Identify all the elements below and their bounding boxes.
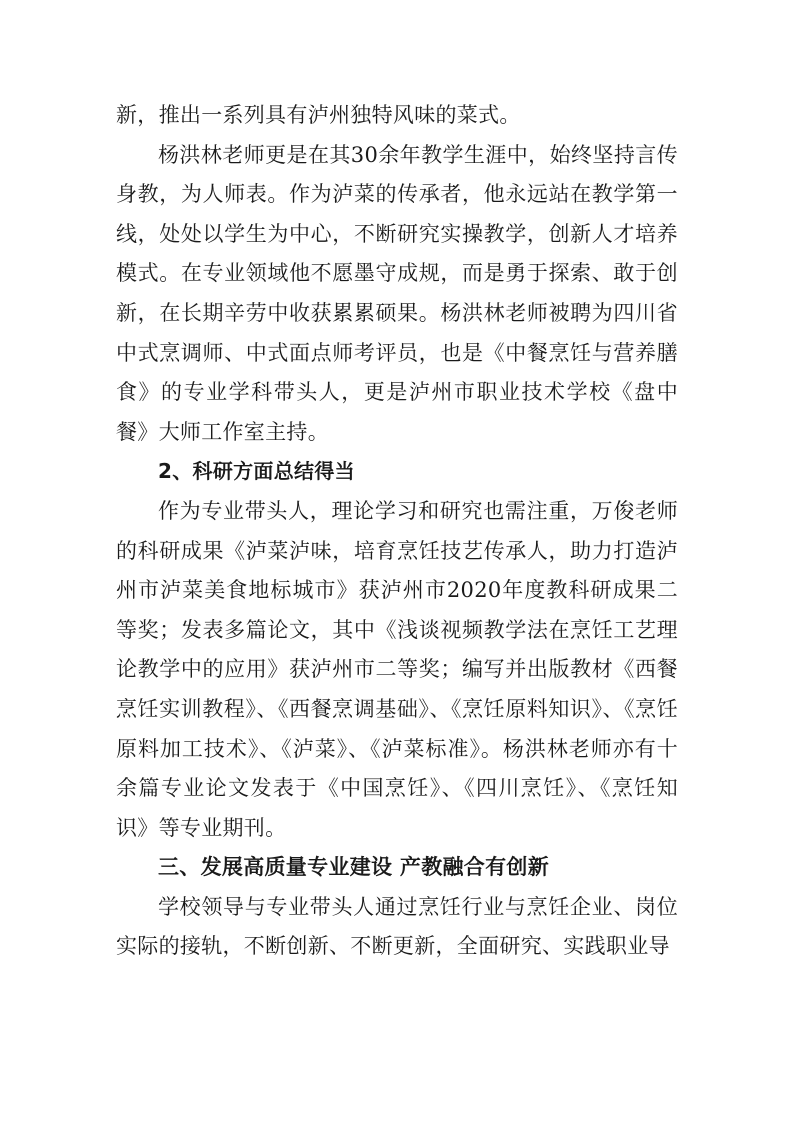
paragraph-school-leaders: 学校领导与专业带头人通过烹饪行业与烹饪企业、岗位实际的接轨，不断创新、不断更新，全面研究、实践职业导	[116, 894, 678, 959]
paragraph-continuation: 新，推出一系列具有泸州独特风味的菜式。	[116, 103, 521, 127]
paragraph-yang-honglin: 杨洪林老师更是在其30余年教学生涯中，始终坚持言传身教，为人师表。作为泸菜的传承者，他永远站在教学第一线，处处以学生为中心，不断研究实操教学，创新人才培养模式。在专业领域他不愿墨守成规，而是勇于探索、敢于创新，在长期辛劳中收获累累硕果。杨洪林老师被聘为四川省中式烹调师、中式面点师考评员，也是《中餐烹饪与营养膳食》的专业学科带头人，更是泸州市职业技术学校《盘中餐》大师工作室主持。	[116, 142, 678, 444]
paragraph-research: 作为专业带头人，理论学习和研究也需注重，万俊老师的科研成果《泸菜泸味，培育烹饪技艺传承人，助力打造泸州市泸菜美食地标城市》获泸州市2020年度教科研成果二等奖；发表多篇论文，其中《浅谈视频教学法在烹饪工艺理论教学中的应用》获泸州市二等奖；编写并出版教材《西餐烹饪实训教程》、《西餐烹调基础》、《烹饪原料知识》、《烹饪原料加工技术》、《泸菜》、《泸菜标准》。杨洪林老师亦有十余篇专业论文发表于《中国烹饪》、《四川烹饪》、《烹饪知识》等专业期刊。	[116, 498, 678, 840]
heading-section-three: 三、发展高质量专业建设 产教融合有创新	[158, 855, 550, 880]
document-body	[116, 96, 678, 967]
heading-research: 2、科研方面总结得当	[158, 459, 355, 484]
